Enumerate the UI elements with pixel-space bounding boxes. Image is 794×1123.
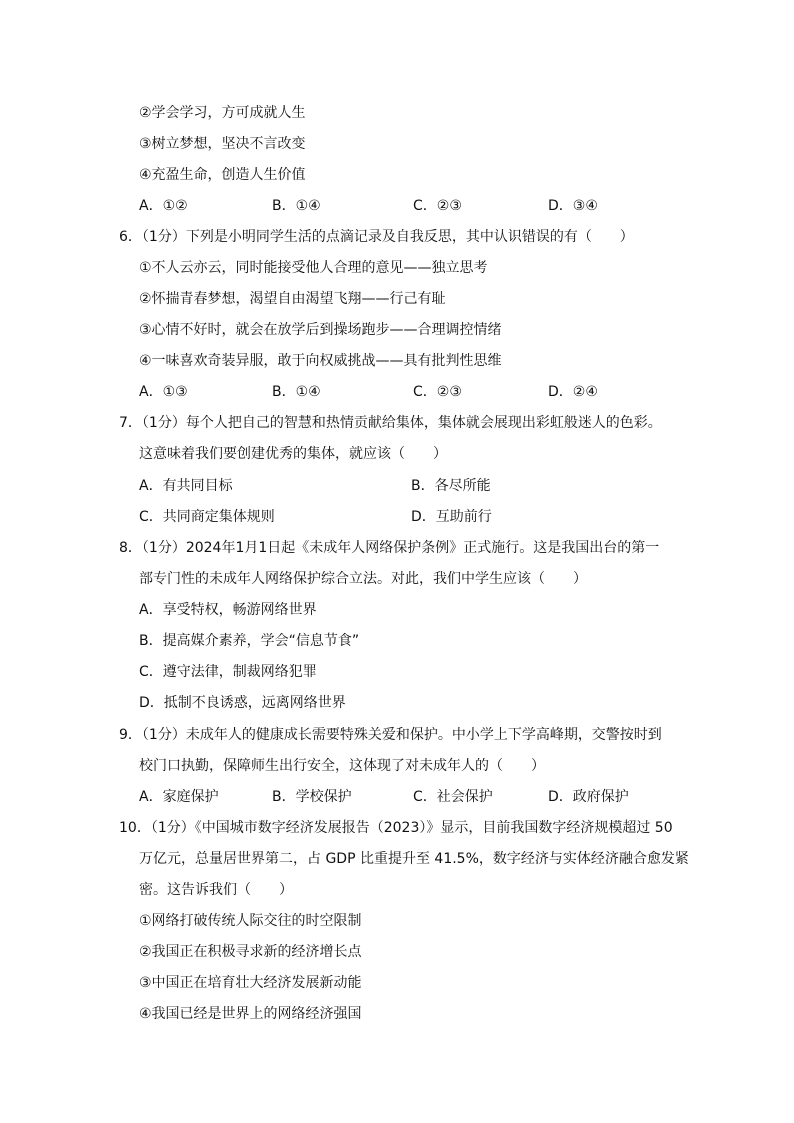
q8-option-c[interactable]: C．遵守法律，制裁网络犯罪: [139, 664, 317, 680]
q6-stem: 6．（1分）下列是小明同学生活的点滴记录及自我反思，其中认识错误的有（ ）: [119, 229, 634, 245]
q7-stem-line1: 7．（1分）每个人把自己的智慧和热情贡献给集体，集体就会展现出彩虹般迷人的色彩。: [119, 415, 662, 431]
q10-item-2: ②我国正在积极寻求新的经济增长点: [139, 944, 362, 960]
q6-item-2: ②怀揣青春梦想，渴望自由渴望飞翔——行己有耻: [139, 291, 446, 307]
q5-option-b[interactable]: B．①④: [272, 198, 321, 214]
q6-option-a[interactable]: A．①③: [139, 384, 188, 400]
q6-option-c[interactable]: C．②③: [413, 384, 462, 400]
q8-stem-line1: 8．（1分）2024年1月1日起《未成年人网络保护条例》正式施行。这是我国出台的第一: [119, 540, 660, 556]
q8-option-b[interactable]: B．提高媒介素养，学会“信息节食”: [139, 633, 360, 649]
q6-item-1: ①不人云亦云，同时能接受他人合理的意见——独立思考: [139, 260, 488, 276]
q5-option-c[interactable]: C．②③: [413, 198, 462, 214]
q7-option-a[interactable]: A．有共同目标: [139, 478, 233, 494]
q7-option-b[interactable]: B．各尽所能: [411, 478, 491, 494]
q7-stem-line2: 这意味着我们要创建优秀的集体，就应该（ ）: [139, 446, 447, 462]
q10-item-3: ③中国正在培育壮大经济发展新动能: [139, 975, 362, 991]
q8-option-d[interactable]: D．抵制不良诱惑，远离网络世界: [139, 695, 346, 711]
q10-item-1: ①网络打破传统人际交往的时空限制: [139, 913, 362, 929]
q6-option-b[interactable]: B．①④: [272, 384, 321, 400]
q9-option-c[interactable]: C．社会保护: [413, 789, 493, 805]
q8-option-a[interactable]: A．享受特权，畅游网络世界: [139, 602, 317, 618]
q5-item-2: ②学会学习，方可成就人生: [139, 105, 306, 121]
q10-stem-line2: 万亿元，总量居世界第二，占 GDP 比重提升至 41.5%，数字经济与实体经济融合愈发紧: [139, 851, 689, 867]
q9-option-b[interactable]: B．学校保护: [272, 789, 352, 805]
q9-stem-line1: 9．（1分）未成年人的健康成长需要特殊关爱和保护。中小学上下学高峰期，交警按时到: [119, 727, 662, 743]
q6-item-4: ④一味喜欢奇装异服，敢于向权威挑战——具有批判性思维: [139, 353, 502, 369]
q10-item-4: ④我国已经是世界上的网络经济强国: [139, 1006, 362, 1022]
q5-item-4: ④充盈生命，创造人生价值: [139, 167, 306, 183]
q10-stem-line3: 密。这告诉我们（ ）: [139, 882, 293, 898]
q6-item-3: ③心情不好时，就会在放学后到操场跑步——合理调控情绪: [139, 322, 502, 338]
q7-option-c[interactable]: C．共同商定集体规则: [139, 509, 275, 525]
q9-stem-line2: 校门口执勤，保障师生出行安全，这体现了对未成年人的（ ）: [139, 758, 545, 774]
q10-stem-line1: 10．（1分）《中国城市数字经济发展报告（2023）》显示，目前我国数字经济规模超过 50: [119, 820, 673, 836]
q5-option-a[interactable]: A．①②: [139, 198, 188, 214]
q8-stem-line2: 部专门性的未成年人网络保护综合立法。对此，我们中学生应该（ ）: [139, 571, 587, 587]
q7-option-d[interactable]: D．互助前行: [411, 509, 492, 525]
q5-item-3: ③树立梦想，坚决不言改变: [139, 136, 306, 152]
q9-option-d[interactable]: D．政府保护: [548, 789, 629, 805]
q6-option-d[interactable]: D．②④: [548, 384, 598, 400]
q5-option-d[interactable]: D．③④: [548, 198, 598, 214]
q9-option-a[interactable]: A．家庭保护: [139, 789, 219, 805]
